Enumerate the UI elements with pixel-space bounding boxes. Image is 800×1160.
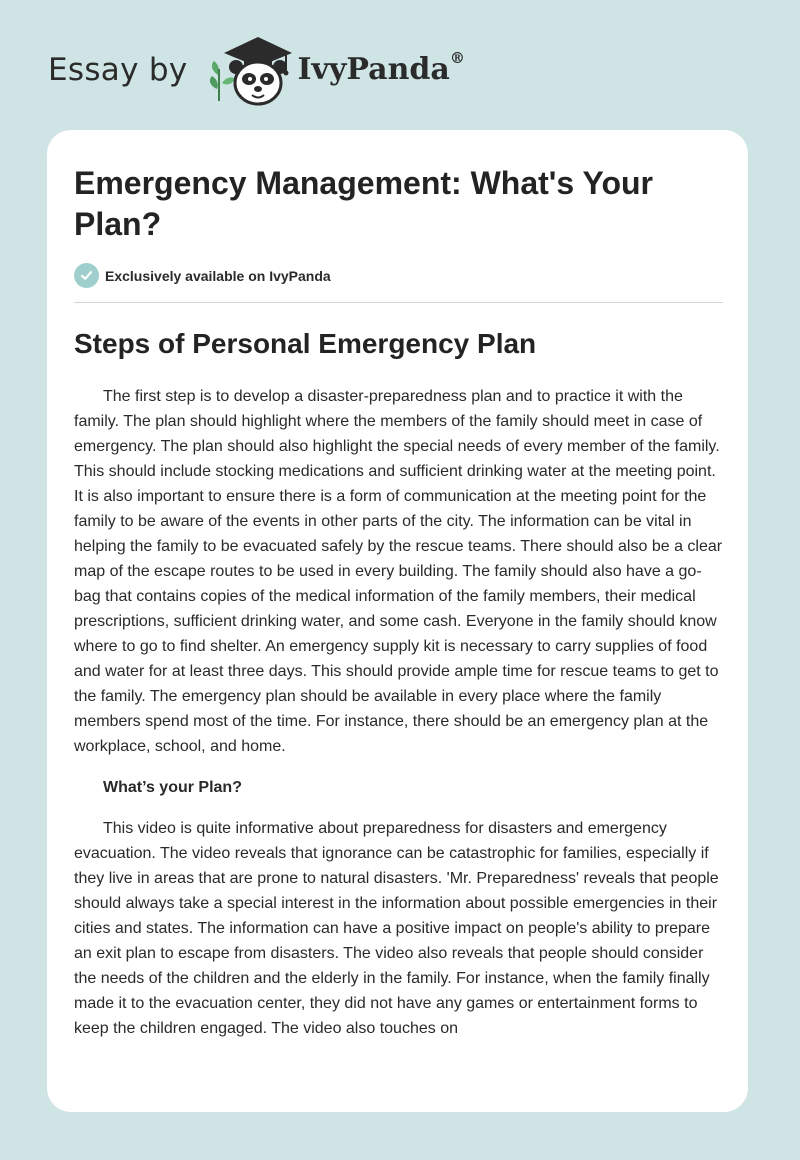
article-card — [47, 130, 748, 1112]
exclusive-badge — [74, 263, 331, 288]
article-body — [74, 384, 725, 1041]
brand-name[interactable]: IvyPanda® — [297, 49, 465, 87]
brand-header — [48, 30, 465, 110]
subheading: What’s your Plan? — [103, 779, 242, 796]
paragraph: The first step is to develop a disaster-preparedness plan and to practice it with the family. The plan should highlight where the members of the family should meet in case of emergency. The plan should also highlight the special needs of every member of the family. This should include stocking medications and sufficient drinking water at the meeting point. It is also important to ensure there is a form of communication at the meeting point for the family to be aware of the events in other parts of the city. The information can be vital in helping the family to be evacuated safely by the rescue teams. There should also be a clear map of the escape routes to be used in every building. The family should also have a go-bag that contains copies of the medical information of the family members, their medical prescriptions, sufficient drinking water, and some cash. Everyone in the family should know where to go to find shelter. An emergency supply kit is necessary to carry supplies of food and water for at least three days. This should provide ample time for rescue teams to get to the family. The emergency plan should be available in every place where the family members spend most of the time. For instance, there should be an emergency plan at the workplace, school, and home. — [74, 388, 723, 755]
paragraph: This video is quite informative about preparedness for disasters and emergency evacuation. The video reveals that ignorance can be catastrophic for families, especially if they live in areas that are prone to natural disasters. 'Mr. Preparedness' reveals that people should always take a special interest in the information about possible emergencies in their cities and states. The information can have a positive impact on people's ability to prepare an exit plan to escape from disasters. The video also reveals that people should consider the needs of the children and the elderly in the family. For instance, when the family finally made it to the evacuation center, they did not have any games or entertainment forms to keep the children engaged. The video also touches on — [74, 820, 719, 1037]
checkmark-icon — [74, 263, 99, 288]
page-title: Emergency Management: What's Your Plan? — [74, 165, 653, 242]
registered-mark: ® — [449, 49, 465, 67]
brand-prefix: Essay by — [48, 51, 188, 88]
divider — [74, 302, 723, 303]
section-heading: Steps of Personal Emergency Plan — [74, 328, 537, 359]
exclusive-label: Exclusively available on IvyPanda — [105, 267, 331, 284]
panda-logo-icon[interactable] — [204, 31, 296, 109]
